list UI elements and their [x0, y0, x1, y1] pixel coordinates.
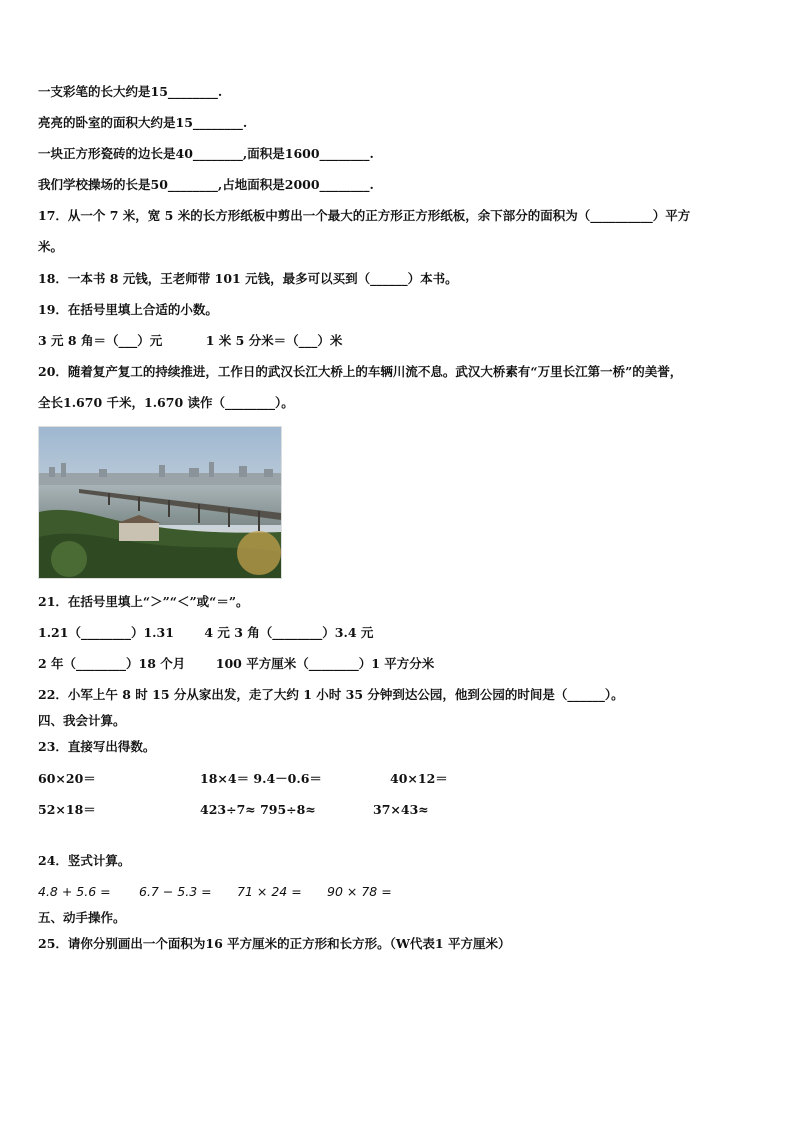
question-17-line-1: 17．从一个 7 米，宽 5 米的长方形纸板中剪出一个最大的正方形正方形纸板，余下部分的面积为（__________）平方 — [38, 208, 691, 223]
calc-cell: 18×4＝ 9.4－0.6＝ — [200, 771, 322, 786]
question-19: 19．在括号里填上合适的小数。 — [38, 302, 218, 317]
question-21-row-2: 2 年（________）18 个月 100 平方厘米（________）1 平方分米 — [38, 656, 435, 671]
calc-cell: 60×20＝ — [38, 771, 96, 786]
question-21-row-1: 1.21（________）1.31 4 元 3 角（________）3.4 元 — [38, 625, 374, 640]
bridge-photo — [38, 426, 282, 579]
calc-cell: 40×12＝ — [390, 771, 448, 786]
line-1: 一支彩笔的长大约是15________. — [38, 84, 223, 99]
line-3: 一块正方形瓷砖的边长是40________,面积是1600________. — [38, 146, 374, 161]
question-18: 18．一本书 8 元钱，王老师带 101 元钱，最多可以买到（______）本书。 — [38, 271, 458, 286]
calc-cell: 52×18＝ — [38, 802, 96, 817]
vertical-calc-item: 6.7 − 5.3 = — [139, 884, 212, 899]
section-4-heading: 四、我会计算。 — [38, 713, 126, 728]
vertical-calc-item: 90 × 78 = — [327, 884, 392, 899]
question-22: 22．小军上午 8 时 15 分从家出发，走了大约 1 小时 35 分钟到达公园，他到公园的时间是（______）。 — [38, 687, 624, 702]
question-20-line-2: 全长1.670 千米，1.670 读作（________）。 — [38, 395, 294, 410]
question-17-line-2: 米。 — [38, 239, 64, 254]
question-19-items: 3 元 8 角＝（___）元 1 米 5 分米＝（___）米 — [38, 333, 343, 348]
question-20-line-1: 20．随着复产复工的持续推进，工作日的武汉长江大桥上的车辆川流不息。武汉大桥素有“万里长江第一桥”的美誉， — [38, 364, 683, 379]
question-21: 21．在括号里填上“＞”“＜”或“＝”。 — [38, 594, 249, 609]
vertical-calc-item: 4.8 + 5.6 = — [38, 884, 111, 899]
line-4: 我们学校操场的长是50________,占地面积是2000________. — [38, 177, 374, 192]
question-25: 25．请你分别画出一个面积为16 平方厘米的正方形和长方形。（W代表1 平方厘米） — [38, 936, 511, 951]
calc-cell: 423÷7≈ 795÷8≈ — [200, 802, 316, 817]
vertical-calc-item: 71 × 24 = — [237, 884, 302, 899]
line-2: 亮亮的卧室的面积大约是15________. — [38, 115, 248, 130]
question-23: 23．直接写出得数。 — [38, 739, 156, 754]
section-5-heading: 五、动手操作。 — [38, 910, 126, 925]
question-24: 24．竖式计算。 — [38, 853, 131, 868]
calc-cell: 37×43≈ — [373, 802, 429, 817]
